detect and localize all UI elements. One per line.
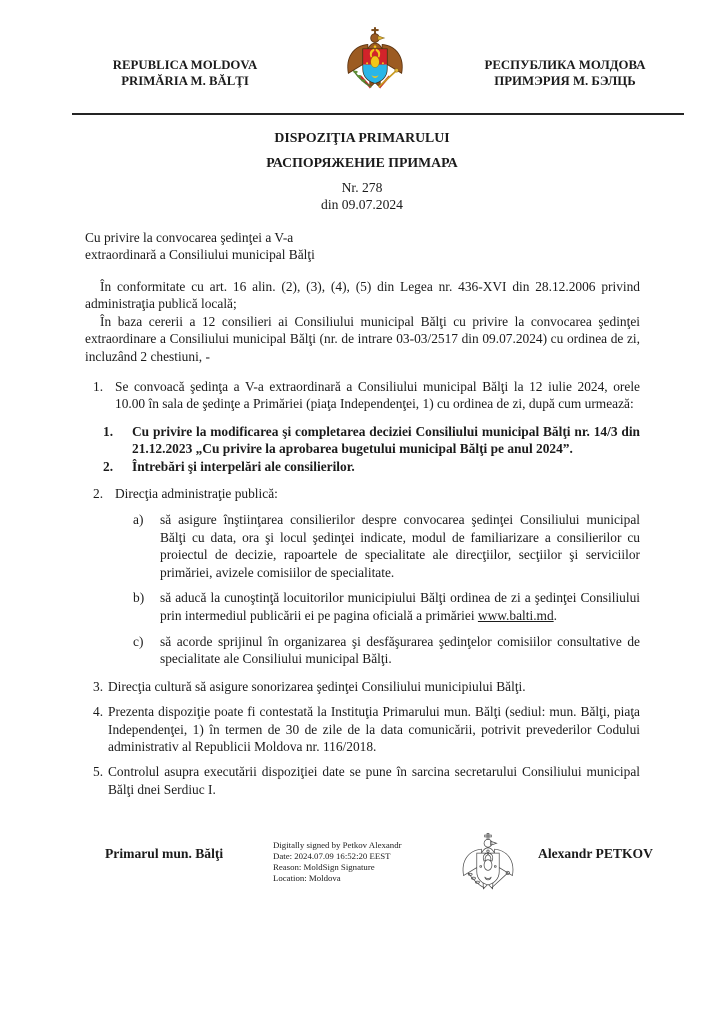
institution-name-ru: ПРИМЭРИЯ М. БЭЛЦЬ (494, 74, 636, 88)
preamble-paragraph-2: În baza cererii a 12 consilieri ai Consiliului municipal Bălţi cu privire la convocarea şedinţei extraordinare a Consiliului municipal Bălţi (nr. de intrare 03-03/2517 din 09.07.2024) cu ordinea de zi, incluzând 2 chestiuni, - (85, 313, 640, 364)
list-item-4 (93, 703, 640, 755)
sub-item-b-text-after: . (553, 607, 558, 623)
subject-block (85, 230, 640, 263)
list-item-2-number: 2. (93, 486, 104, 502)
document-title-ru: РАСПОРЯЖЕНИЕ ПРИМАРА (266, 155, 458, 170)
sub-item-c (133, 633, 640, 668)
list-item-4-number: 4. (93, 704, 104, 720)
sub-item-c-letter: c) (133, 633, 144, 649)
country-name-ro: REPUBLICA MOLDOVA (112, 58, 258, 72)
document-date: din 09.07.2024 (321, 197, 403, 212)
list-item-3-text: Direcţia cultură să asigure sonorizarea şedinţei Consiliului municipiului Bălţi. (108, 678, 526, 694)
digital-signature-details (273, 840, 433, 884)
signer-name: Alexandr PETKOV (538, 846, 653, 862)
subject-line-1: Cu privire la convocarea şedinţei a V-a (85, 230, 294, 245)
letterhead-right (420, 57, 710, 89)
list-item-3-number: 3. (93, 678, 104, 694)
agenda-item-2-text: Întrebări şi interpelări ale consilierilor. (132, 458, 355, 474)
list-item-1-number: 1. (93, 379, 104, 395)
sub-item-a-letter: a) (133, 512, 144, 528)
document-title-ro: DISPOZIŢIA PRIMARULUI (274, 130, 450, 145)
moldova-coat-of-arms-outline-icon (455, 824, 521, 912)
sub-item-a-text: să asigure înştiinţarea consilierilor despre convocarea şedinţei Consiliului municipal Bălţi cu data, ora şi locul şedinţei indicate, modul de familiarizare a consilierilor cu proiectul de decizie, rapoartele de specialitate ale direcţiilor, secţiilor şi serviciilor primăriei, avizele comisiilor de specialitate. (160, 512, 640, 580)
dispositive-list (85, 378, 640, 798)
subject-line-2: extraordinară a Consiliului municipal Bălţi (85, 246, 315, 262)
signature-line-4: Location: Moldova (273, 873, 341, 884)
agenda-item-2 (103, 458, 640, 475)
list-item-1-text: Se convoacă şedinţa a V-a extraordinară a Consiliului municipal Bălţi la 12 iulie 2024, orele 10.00 în sala de şedinţe a Primăriei (piaţa Independenţei, 1) cu ordinea de zi, după cum urmează: (115, 379, 640, 412)
preamble (85, 278, 640, 365)
list-item-5-number: 5. (93, 764, 104, 780)
sub-item-b-text-before: să aducă la cunoştinţă locuitorilor municipiului Bălţi ordinea de zi a şedinţei Consiliului prin intermediul publicării ei pe pagina oficială a primăriei (160, 590, 640, 623)
letterhead (0, 0, 724, 104)
header-divider (72, 113, 684, 115)
moldova-coat-of-arms-icon (339, 26, 411, 104)
document-title-block (0, 130, 724, 213)
country-name-ru: РЕСПУБЛИКА МОЛДОВА (484, 58, 646, 72)
document-number: Nr. 278 (341, 180, 383, 195)
agenda-item-1-text: Cu privire la modificarea şi completarea deciziei Consiliului municipal Bălţi nr. 14/3 din 21.12.2023 „Cu privire la aprobarea bugetului municipal Bălţi pe anul 2024”. (132, 423, 640, 457)
list-item-5-text: Controlul asupra executării dispoziţiei date se pune în sarcina secretarului Consiliului municipal Bălţi dnei Serdiuc I. (108, 764, 640, 797)
sub-item-b-letter: b) (133, 590, 145, 606)
agenda-item-1-number: 1. (103, 423, 114, 439)
letterhead-left (40, 57, 330, 89)
balti-md-link[interactable]: www.balti.md (477, 607, 554, 623)
list-item-4-text: Prezenta dispoziţie poate fi contestată la Instituţia Primarului mun. Bălţi (sediul: mun. Bălţi, piaţa Independenţei, 1) în termen de 30 de zile de la data comunicării, potrivit prevederilor Codului administrativ al Republicii Moldova nr. 116/2018. (108, 704, 640, 754)
signature-line-3: Reason: MoldSign Signature (273, 862, 375, 873)
list-item-5 (93, 763, 640, 798)
sub-item-b (133, 589, 640, 624)
signature-block (85, 826, 694, 912)
agenda-item-1 (103, 423, 640, 458)
sub-item-a (133, 511, 640, 581)
agenda-item-2-number: 2. (103, 458, 114, 474)
institution-name-ro: PRIMĂRIA M. BĂLŢI (121, 74, 249, 88)
list-item-2 (93, 485, 640, 502)
list-item-1 (93, 378, 640, 413)
preamble-paragraph-1: În conformitate cu art. 16 alin. (2), (3), (4), (5) din Legea nr. 436-XVI din 28.12.2006 privind administraţia publică locală; (85, 279, 640, 312)
list-item-3 (93, 678, 640, 695)
signature-line-2: Date: 2024.07.09 16:52:20 EEST (273, 851, 391, 862)
signer-title: Primarul mun. Bălţi (105, 846, 224, 862)
list-item-2-text: Direcţia administraţie publică: (115, 486, 278, 502)
sub-item-c-text: să acorde sprijinul în organizarea şi desfăşurarea şedinţelor comisiilor consultative de specialitate ale Consiliului municipal Bălţi. (160, 633, 640, 667)
signature-line-1: Digitally signed by Petkov Alexandr (273, 840, 402, 851)
sub-item-b-text (160, 589, 640, 624)
